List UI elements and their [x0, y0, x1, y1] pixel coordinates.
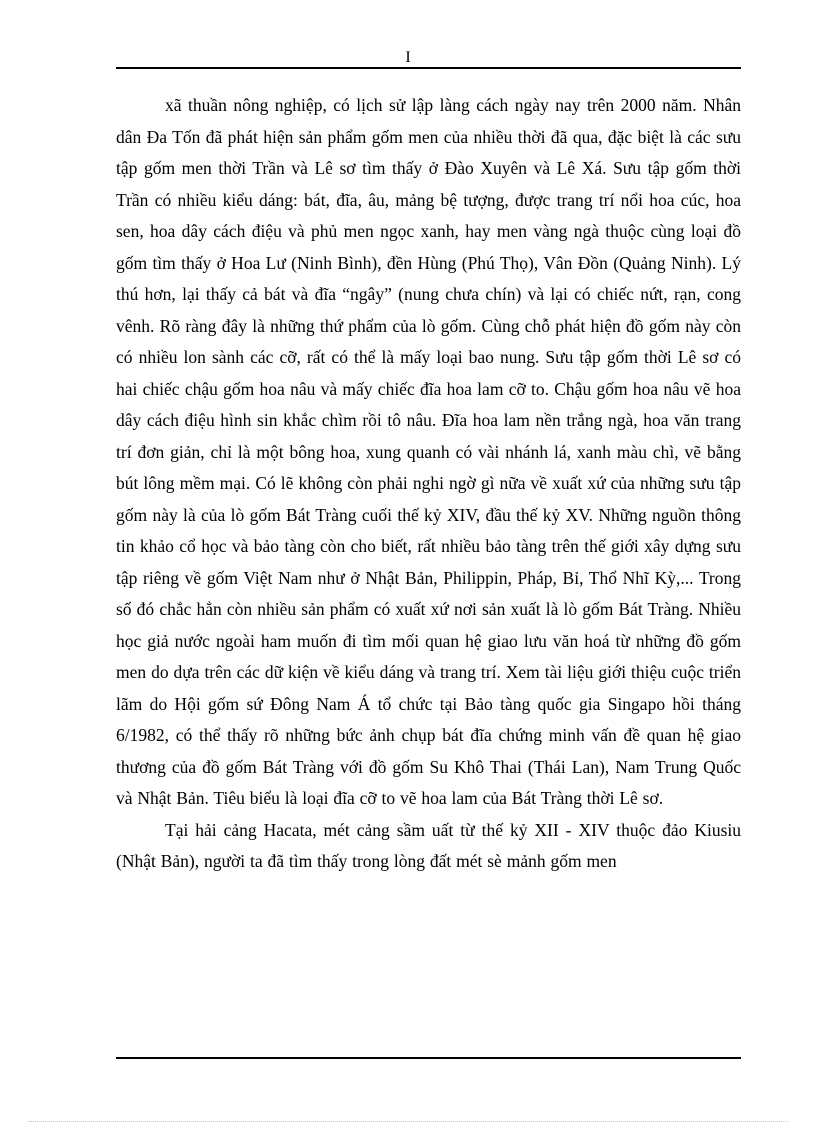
page-boundary — [28, 1121, 788, 1122]
body-text — [116, 90, 741, 878]
header-rule — [116, 67, 741, 69]
footer-rule — [116, 1057, 741, 1059]
paragraph-continuation: xã thuần nông nghiệp, có lịch sử lập làng cách ngày nay trên 2000 năm. Nhân dân Đa Tốn đã phát hiện sản phẩm gốm men của nhiều thời đã qua, đặc biệt là các sưu tập gốm men thời Trần và Lê sơ tìm thấy ở Đào Xuyên và Lê Xá. Sưu tập gốm thời Trần có nhiều kiểu dáng: bát, đĩa, âu, mảng bệ tượng, được trang trí nổi hoa cúc, hoa sen, hoa dây cách điệu và phủ men ngọc xanh, hay men vàng ngà thuộc cùng loại đồ gốm tìm thấy ở Hoa Lư (Ninh Bình), đền Hùng (Phú Thọ), Vân Đồn (Quảng Ninh). Lý thú hơn, lại thấy cả bát và đĩa “ngây” (nung chưa chín) và lại có chiếc nứt, rạn, cong vênh. Rõ ràng đây là những thứ phẩm của lò gốm. Cùng chỗ phát hiện đồ gốm này còn có nhiều lon sành các cỡ, rất có thể là mấy loại bao nung. Sưu tập gốm thời Lê sơ có hai chiếc chậu gốm hoa nâu và mấy chiếc đĩa hoa lam cỡ to. Chậu gốm hoa nâu vẽ hoa dây cách điệu hình sin khắc chìm rồi tô nâu. Đĩa hoa lam nền trắng ngà, hoa văn trang trí đơn giản, chỉ là một bông hoa, xung quanh có vài nhánh lá, xanh màu chì, vẽ bằng bút lông mềm mại. Có lẽ không còn phải nghi ngờ gì nữa về xuất xứ của những sưu tập gốm này là của lò gốm Bát Tràng cuối thế kỷ XIV, đầu thế kỷ XV. Những nguồn thông tin khảo cổ học và bảo tàng còn cho biết, rất nhiều bảo tàng trên thế giới xây dựng sưu tập riêng về gốm Việt Nam như ở Nhật Bản, Philippin, Pháp, Bỉ, Thổ Nhĩ Kỳ,... Trong số đó chắc hẳn còn nhiều sản phẩm có xuất xứ nơi sản xuất là lò gốm Bát Tràng. Nhiều học giả nước ngoài ham muốn đi tìm mối quan hệ giao lưu văn hoá từ những đồ gốm men do dựa trên các dữ kiện về kiểu dáng và trang trí. Xem tài liệu giới thiệu cuộc triển lãm do Hội gốm sứ Đông Nam Á tổ chức tại Bảo tàng quốc gia Singapo hồi tháng 6/1982, có thể thấy rõ những bức ảnh chụp bát đĩa chứng minh vấn đề quan hệ giao thương của đồ gốm Bát Tràng với đồ gốm Su Khô Thai (Thái Lan), Nam Trung Quốc và Nhật Bản. Tiêu biểu là loại đĩa cỡ to vẽ hoa lam của Bát Tràng thời Lê sơ. — [116, 95, 741, 808]
page-number: I — [405, 49, 411, 66]
paragraph-hacata: Tại hải cảng Hacata, mét cảng sầm uất từ thế kỷ XII - XIV thuộc đảo Kiusiu (Nhật Bản), người ta đã tìm thấy trong lòng đất mét sè mảnh gốm men — [116, 819, 741, 871]
